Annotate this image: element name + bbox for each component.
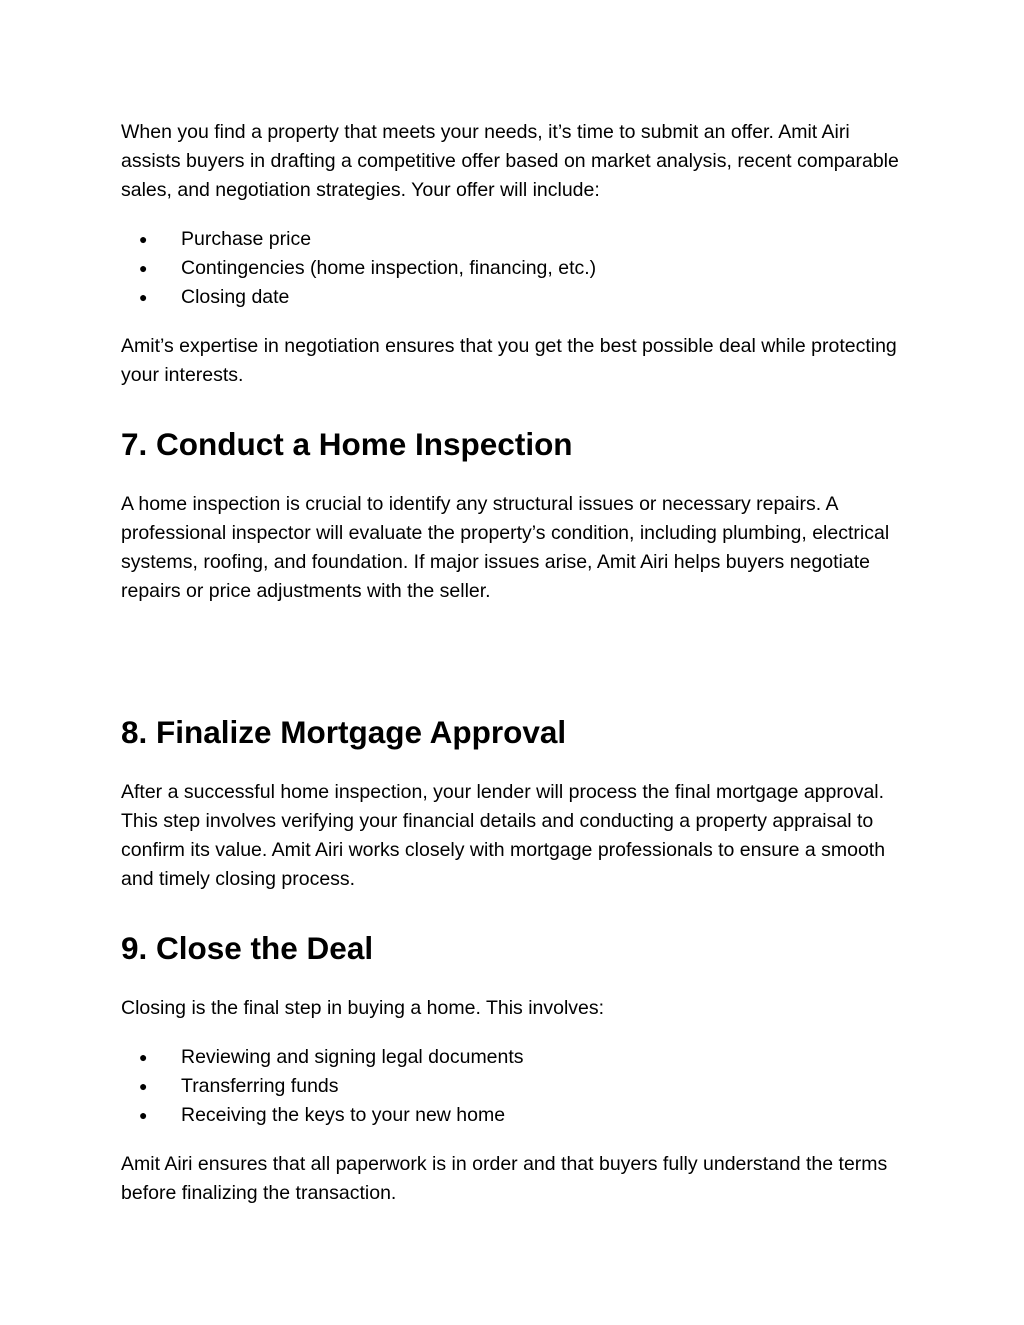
list-item: [121, 254, 911, 283]
list-item-text: Purchase price: [181, 228, 312, 250]
list-item-text: Reviewing and signing legal documents: [181, 1046, 524, 1068]
section-9-closing-paragraph: Amit Airi ensures that all paperwork is in order and that buyers fully understand the terms before finalizing the transaction.: [121, 1153, 888, 1204]
bullet-icon: ●: [139, 260, 148, 276]
section-7-heading: 7. Conduct a Home Inspection: [121, 426, 573, 462]
list-item-text: Receiving the keys to your new home: [181, 1104, 506, 1126]
list-item: [121, 1101, 911, 1130]
list-item-text: Contingencies (home inspection, financing, etc.): [181, 257, 597, 279]
intro-closing-paragraph: Amit’s expertise in negotiation ensures that you get the best possible deal while protecting your interests.: [121, 335, 897, 386]
list-item: [121, 1072, 911, 1101]
list-item: [121, 283, 911, 312]
list-item: [121, 225, 911, 254]
intro-paragraph: When you find a property that meets your needs, it’s time to submit an offer. Amit Airi assists buyers in drafting a competitive offer based on market analysis, recent comparable sales, and negotiation strategies. Your offer will include:: [121, 121, 899, 201]
closing-steps-list: [121, 1043, 911, 1130]
list-item-text: Closing date: [181, 286, 290, 308]
bullet-icon: ●: [139, 1049, 148, 1065]
section-8-paragraph: After a successful home inspection, your lender will process the final mortgage approval. This step involves verifying your financial details and conducting a property appraisal to confirm its value. Amit Airi works closely with mortgage professionals to ensure a smooth and timely closing process.: [121, 781, 886, 890]
section-8-heading: 8. Finalize Mortgage Approval: [121, 714, 567, 750]
list-item-text: Transferring funds: [181, 1075, 339, 1097]
document-page: [121, 118, 911, 1208]
section-7-paragraph: A home inspection is crucial to identify any structural issues or necessary repairs. A professional inspector will evaluate the property’s condition, including plumbing, electrical systems, roofing, and foundation. If major issues arise, Amit Airi helps buyers negotiate repairs or price adjustments with the seller.: [121, 493, 890, 602]
section-9-paragraph: Closing is the final step in buying a home. This involves:: [121, 997, 605, 1019]
bullet-icon: ●: [139, 1107, 148, 1123]
section-9-heading: 9. Close the Deal: [121, 930, 374, 966]
bullet-icon: ●: [139, 289, 148, 305]
offer-contents-list: [121, 225, 911, 312]
list-item: [121, 1043, 911, 1072]
bullet-icon: ●: [139, 231, 148, 247]
bullet-icon: ●: [139, 1078, 148, 1094]
